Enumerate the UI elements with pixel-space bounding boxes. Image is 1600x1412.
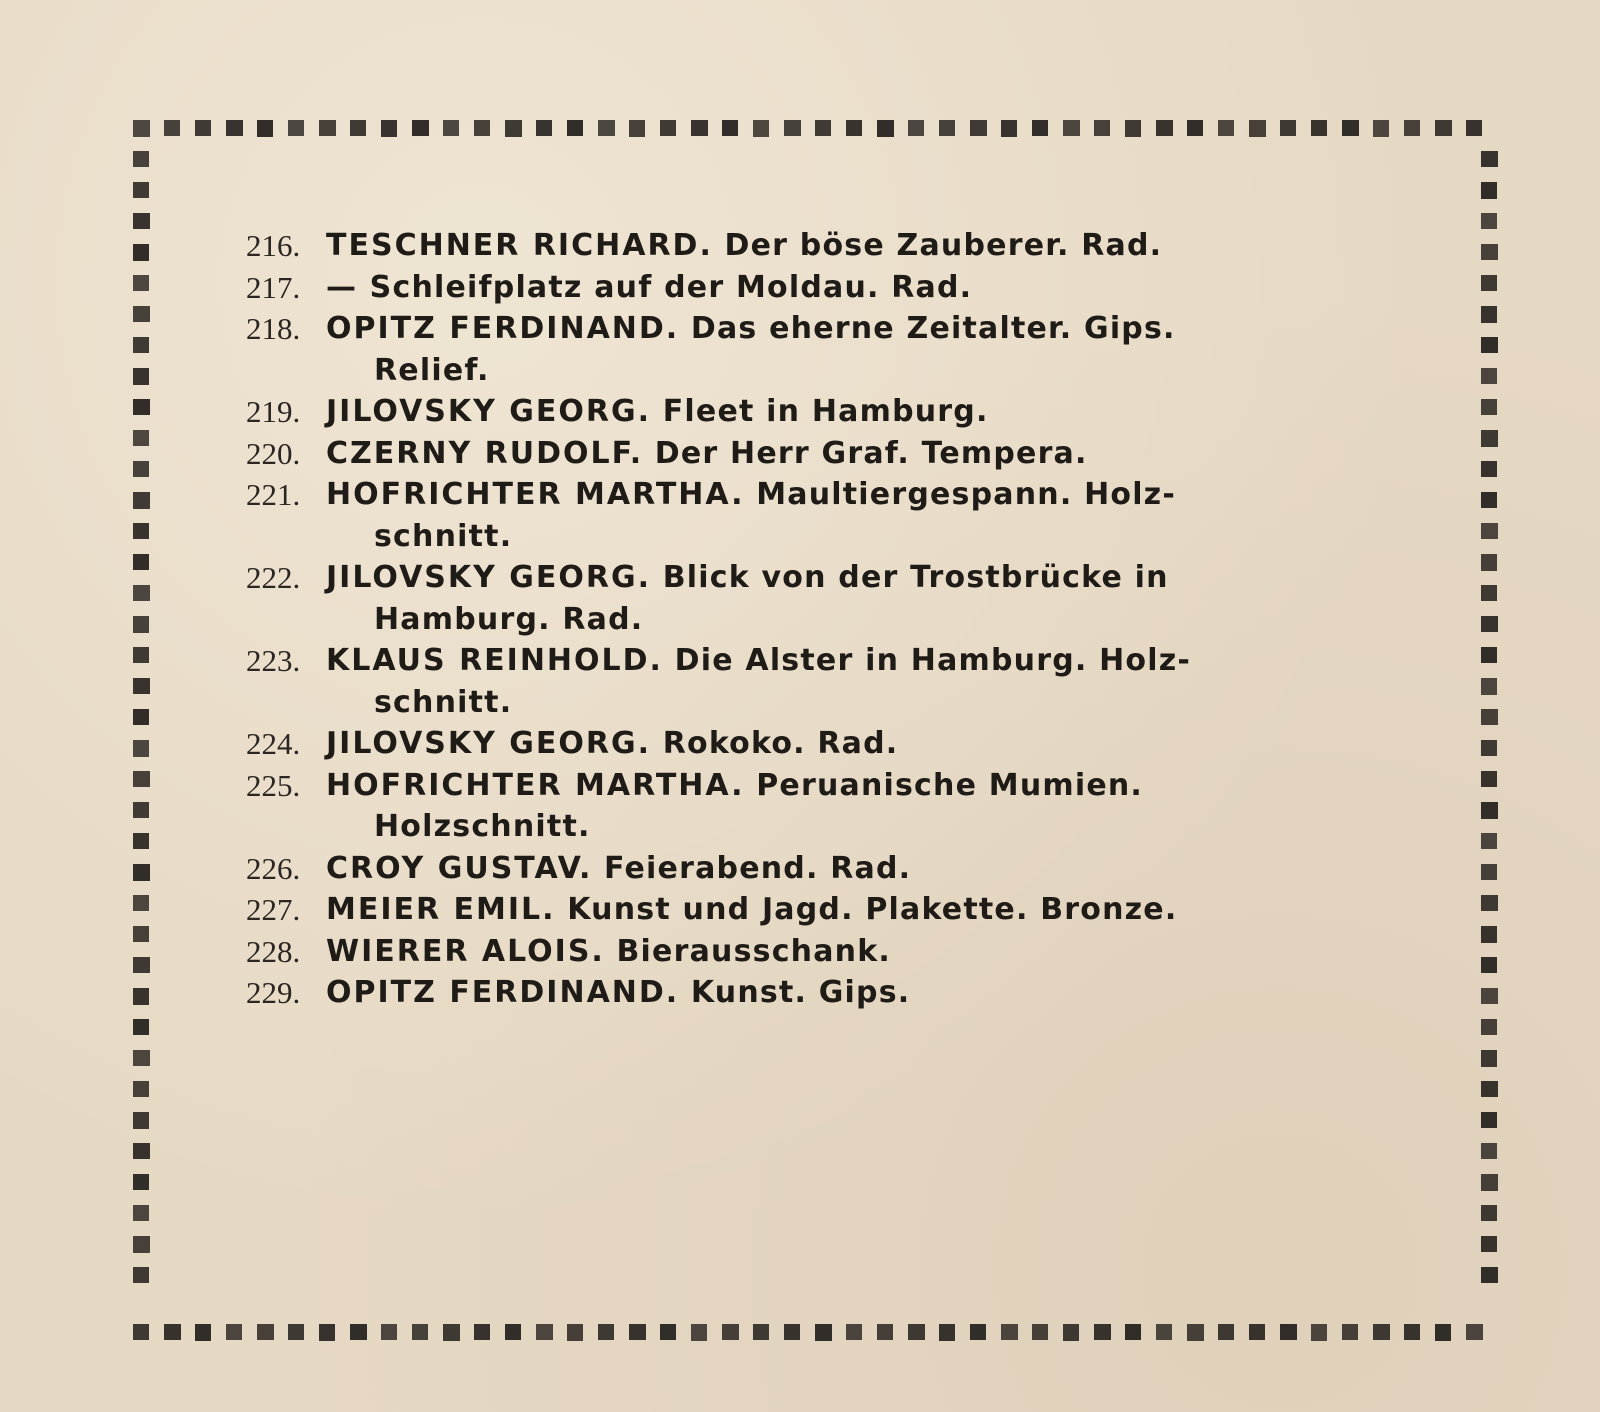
border-block-bottom — [505, 1324, 521, 1340]
border-block-left — [133, 1019, 149, 1035]
border-block-top — [505, 120, 522, 137]
border-block-left — [133, 399, 150, 415]
entry-artist: HOFRICHTER MARTHA. — [326, 767, 745, 803]
border-block-top — [1187, 120, 1203, 136]
border-block-top — [1280, 120, 1296, 136]
entry-title: Feierabend. Rad. — [604, 850, 912, 886]
border-block-right — [1481, 523, 1498, 539]
border-block-top — [908, 120, 924, 136]
border-block-right — [1481, 554, 1497, 571]
border-block-left — [133, 1112, 149, 1129]
entry-title: Rokoko. Rad. — [662, 726, 899, 761]
border-block-bottom — [1187, 1324, 1204, 1341]
catalog-entry-217 — [246, 267, 1416, 309]
entry-title: Der böse Zauberer. Rad. — [724, 228, 1163, 263]
border-block-left — [133, 1081, 149, 1097]
border-block-top — [1063, 120, 1080, 136]
border-block-top — [133, 120, 150, 137]
border-block-right — [1481, 616, 1498, 632]
border-block-top — [474, 120, 490, 136]
border-block-left — [133, 213, 150, 229]
entry-number: 222. — [246, 560, 301, 595]
entry-artist: CZERNY RUDOLF. — [326, 435, 644, 471]
border-block-top — [1125, 120, 1141, 137]
entry-number: 226. — [246, 850, 301, 886]
entry-title-continuation: Relief. — [374, 352, 490, 388]
catalog-entry-229 — [246, 972, 1416, 1014]
border-block-left — [133, 306, 150, 322]
border-block-right — [1481, 1236, 1497, 1252]
border-block-bottom — [133, 1324, 149, 1340]
entry-title: Der Herr Graf. Tempera. — [654, 435, 1088, 471]
border-block-top — [1435, 120, 1452, 136]
entry-title-continuation: Holzschnitt. — [374, 809, 591, 844]
border-block-top — [350, 120, 366, 136]
border-block-left — [133, 678, 150, 694]
border-block-left — [133, 430, 149, 446]
border-block-right — [1481, 740, 1497, 756]
border-block-bottom — [1342, 1324, 1358, 1340]
border-block-left — [133, 616, 149, 633]
catalog-entry-226 — [246, 848, 1416, 890]
border-block-bottom — [691, 1324, 707, 1341]
entry-number: 223. — [246, 643, 301, 678]
border-block-right — [1481, 895, 1498, 911]
border-block-top — [1032, 120, 1048, 136]
border-block-right — [1481, 1050, 1497, 1067]
border-block-top — [567, 120, 583, 136]
entry-artist: WIERER ALOIS. — [326, 933, 605, 969]
entry-title: Kunst. Gips. — [690, 975, 911, 1010]
border-block-bottom — [567, 1324, 583, 1341]
entry-artist: KLAUS REINHOLD. — [326, 643, 663, 678]
entry-artist: OPITZ FERDINAND. — [326, 311, 680, 346]
border-block-bottom — [1156, 1324, 1172, 1340]
border-block-top — [257, 120, 273, 137]
border-block-right — [1481, 430, 1498, 447]
border-block-left — [133, 523, 149, 539]
border-block-top — [846, 120, 862, 136]
border-block-left — [133, 151, 149, 167]
entry-number: 224. — [246, 726, 301, 761]
border-block-left — [133, 771, 150, 787]
border-block-bottom — [288, 1324, 304, 1340]
border-block-bottom — [412, 1324, 428, 1340]
entry-number: 216. — [246, 228, 301, 263]
border-block-bottom — [319, 1324, 335, 1341]
catalog-entry-list — [246, 225, 1416, 1014]
border-block-top — [722, 120, 738, 136]
entry-title-continuation: Hamburg. Rad. — [374, 601, 644, 637]
border-block-top — [877, 120, 894, 137]
entry-title: Bierausschank. — [616, 933, 891, 969]
border-block-left — [133, 926, 149, 942]
catalog-entry-224 — [246, 723, 1416, 765]
border-block-top — [1249, 120, 1266, 137]
entry-title-continuation: schnitt. — [374, 518, 513, 554]
catalog-entry-218 — [246, 308, 1416, 391]
border-block-right — [1481, 1174, 1498, 1191]
border-block-top — [1373, 120, 1389, 137]
border-block-right — [1481, 182, 1497, 199]
entry-title: Kunst und Jagd. Plakette. Bronze. — [567, 892, 1178, 927]
catalog-entry-227 — [246, 889, 1416, 931]
border-block-top — [1466, 120, 1482, 136]
border-block-bottom — [1404, 1324, 1420, 1340]
border-block-top — [319, 120, 336, 136]
border-block-left — [133, 368, 149, 385]
entry-number: 218. — [246, 311, 301, 346]
border-block-bottom — [629, 1324, 646, 1340]
border-block-left — [133, 1205, 149, 1221]
border-block-left — [133, 1267, 149, 1283]
border-block-bottom — [164, 1324, 181, 1340]
entry-artist: JILOVSKY GEORG. — [326, 560, 652, 595]
entry-number: 219. — [246, 394, 301, 429]
border-block-right — [1481, 647, 1497, 663]
border-block-left — [133, 1174, 149, 1190]
border-block-bottom — [598, 1324, 614, 1340]
border-block-bottom — [350, 1324, 367, 1340]
border-block-left — [133, 957, 150, 973]
entry-artist: TESCHNER RICHARD. — [326, 228, 713, 263]
entry-artist: OPITZ FERDINAND. — [326, 975, 680, 1010]
catalog-entry-219 — [246, 391, 1416, 433]
border-block-right — [1481, 864, 1497, 880]
entry-number: 228. — [246, 933, 301, 969]
border-block-top — [1001, 120, 1017, 137]
border-block-bottom — [1125, 1324, 1141, 1340]
border-block-top — [660, 120, 676, 136]
border-block-top — [598, 120, 615, 136]
border-block-right — [1481, 337, 1498, 353]
border-block-right — [1481, 957, 1497, 973]
border-block-bottom — [1063, 1324, 1079, 1341]
border-block-left — [133, 833, 149, 849]
entry-number: 225. — [246, 767, 301, 803]
border-block-top — [443, 120, 459, 136]
border-block-left — [133, 275, 149, 291]
border-block-top — [1156, 120, 1173, 136]
entry-artist: JILOVSKY GEORG. — [326, 726, 652, 761]
catalog-entry-221 — [246, 474, 1416, 557]
border-block-bottom — [381, 1324, 397, 1340]
border-block-right — [1481, 1081, 1498, 1097]
border-block-left — [133, 554, 149, 570]
catalog-entry-225 — [246, 765, 1416, 848]
catalog-entry-222 — [246, 557, 1416, 640]
entry-artist: JILOVSKY GEORG. — [326, 394, 652, 429]
border-block-right — [1481, 678, 1497, 695]
border-block-top — [195, 120, 211, 136]
border-block-bottom — [846, 1324, 862, 1340]
border-block-bottom — [1249, 1324, 1265, 1340]
border-block-right — [1481, 1205, 1497, 1221]
border-block-bottom — [970, 1324, 986, 1340]
border-block-top — [629, 120, 645, 137]
border-block-right — [1481, 833, 1497, 849]
border-block-bottom — [257, 1324, 274, 1340]
entry-number: 229. — [246, 975, 301, 1010]
border-block-right — [1481, 151, 1498, 167]
border-block-right — [1481, 492, 1497, 508]
border-block-top — [753, 120, 769, 137]
border-block-left — [133, 182, 149, 198]
entry-number: 220. — [246, 435, 301, 471]
entry-artist: CROY GUSTAV. — [326, 850, 593, 886]
border-block-top — [164, 120, 180, 136]
border-block-right — [1481, 1267, 1498, 1283]
border-block-bottom — [1311, 1324, 1327, 1341]
border-block-bottom — [1001, 1324, 1018, 1340]
border-block-left — [133, 709, 149, 725]
border-block-right — [1481, 926, 1497, 943]
entry-title: Peruanische Mumien. — [756, 767, 1144, 803]
border-block-left — [133, 647, 149, 663]
border-block-right — [1481, 988, 1498, 1004]
border-block-top — [691, 120, 708, 136]
border-block-top — [536, 120, 552, 136]
border-block-top — [1311, 120, 1327, 136]
border-block-bottom — [877, 1324, 893, 1340]
entry-artist-ditto: — — [326, 269, 358, 305]
border-block-top — [1404, 120, 1420, 136]
entry-title: Das eherne Zeitalter. Gips. — [690, 311, 1176, 346]
border-block-top — [381, 120, 397, 137]
border-block-bottom — [443, 1324, 460, 1341]
entry-title: Schleifplatz auf der Moldau. Rad. — [369, 269, 973, 305]
border-block-right — [1481, 802, 1498, 819]
border-block-left — [133, 802, 149, 818]
entry-number: 227. — [246, 892, 301, 927]
border-block-right — [1481, 461, 1497, 477]
border-block-bottom — [1373, 1324, 1390, 1340]
border-block-left — [133, 492, 150, 509]
border-block-bottom — [536, 1324, 553, 1340]
border-block-right — [1481, 1112, 1497, 1128]
border-block-top — [939, 120, 955, 136]
border-block-right — [1481, 213, 1497, 229]
entry-number: 217. — [246, 269, 301, 305]
border-block-bottom — [1435, 1324, 1451, 1341]
catalog-entry-220 — [246, 433, 1416, 475]
border-block-bottom — [1032, 1324, 1048, 1340]
border-block-left — [133, 461, 149, 477]
entry-title: Fleet in Hamburg. — [662, 394, 989, 429]
border-block-bottom — [660, 1324, 676, 1340]
border-block-right — [1481, 1143, 1497, 1159]
border-block-bottom — [226, 1324, 242, 1340]
border-block-right — [1481, 1019, 1497, 1035]
border-block-bottom — [939, 1324, 955, 1341]
entry-title: Blick von der Trostbrücke in — [662, 560, 1169, 595]
border-block-bottom — [1094, 1324, 1111, 1340]
border-block-right — [1481, 244, 1498, 260]
border-block-top — [1342, 120, 1359, 136]
border-block-left — [133, 864, 150, 881]
entry-artist: HOFRICHTER MARTHA. — [326, 477, 745, 512]
border-block-bottom — [784, 1324, 800, 1340]
border-block-left — [133, 1050, 150, 1066]
catalog-entry-216 — [246, 225, 1416, 267]
border-block-bottom — [474, 1324, 490, 1340]
border-block-top — [226, 120, 243, 136]
entry-number: 221. — [246, 477, 301, 512]
border-block-right — [1481, 306, 1497, 323]
entry-title: Maultiergespann. Holz- — [756, 477, 1176, 512]
border-block-left — [133, 337, 149, 353]
border-block-left — [133, 244, 149, 261]
border-block-top — [412, 120, 429, 136]
border-block-right — [1481, 709, 1498, 725]
entry-artist: MEIER EMIL. — [326, 892, 556, 927]
border-block-left — [133, 1143, 150, 1159]
entry-title: Die Alster in Hamburg. Holz- — [674, 643, 1192, 678]
catalog-entry-223 — [246, 640, 1416, 723]
border-block-bottom — [908, 1324, 925, 1340]
border-block-left — [133, 1236, 150, 1253]
border-block-bottom — [815, 1324, 832, 1341]
border-block-bottom — [195, 1324, 211, 1341]
border-block-right — [1481, 275, 1497, 291]
border-block-left — [133, 988, 149, 1005]
border-block-bottom — [722, 1324, 739, 1340]
border-block-top — [1094, 120, 1110, 136]
border-block-bottom — [1218, 1324, 1234, 1340]
border-block-right — [1481, 399, 1497, 415]
border-block-bottom — [753, 1324, 769, 1340]
border-block-left — [133, 895, 149, 911]
border-block-right — [1481, 585, 1497, 601]
catalog-entry-228 — [246, 931, 1416, 973]
border-block-right — [1481, 368, 1497, 384]
entry-title-continuation: schnitt. — [374, 684, 513, 720]
border-block-top — [288, 120, 304, 136]
border-block-right — [1481, 771, 1497, 787]
border-block-bottom — [1466, 1324, 1483, 1340]
border-block-top — [784, 120, 801, 136]
border-block-bottom — [1280, 1324, 1297, 1340]
border-block-top — [1218, 120, 1234, 136]
border-block-left — [133, 740, 149, 757]
border-block-left — [133, 585, 150, 601]
border-block-top — [815, 120, 831, 136]
border-block-top — [970, 120, 987, 136]
